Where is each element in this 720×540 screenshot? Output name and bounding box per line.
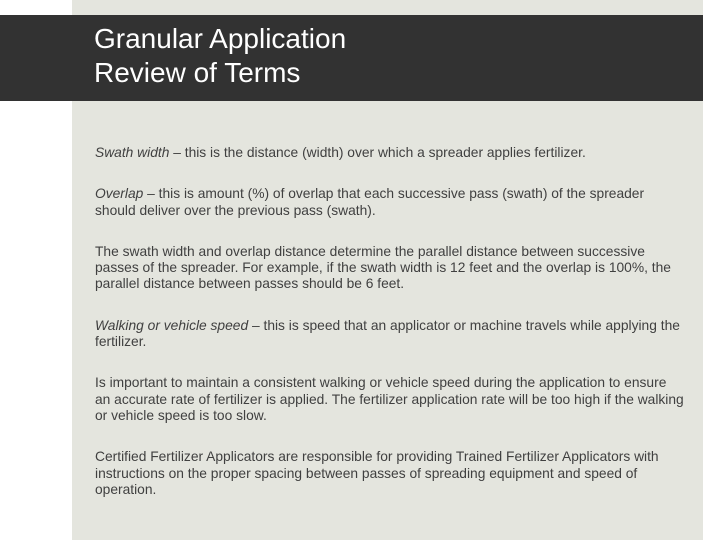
paragraph-overlap — [95, 186, 685, 219]
title-line-1: Granular Application — [94, 23, 347, 54]
term-speed: Walking or vehicle speed — [95, 317, 249, 333]
definition-swath-width: – this is the distance (width) over which a spreader applies fertilizer. — [169, 145, 586, 160]
definition-overlap: – this is amount (%) of overlap that each successive pass (swath) of the spreader should deliver over the previous pass (swath). — [95, 186, 645, 218]
definition-speed: – this is speed that an applicator or machine travels while applying the fertilizer. — [95, 317, 680, 350]
term-swath-width: Swath width — [95, 145, 170, 160]
paragraph-parallel-distance: The swath width and overlap distance determine the parallel distance between successive passes of the spreader. For example, if the swath width is 12 feet and the overlap is 100%, the parallel distance between passes should be 6 feet. — [95, 243, 671, 292]
slide-title — [94, 22, 346, 90]
title-line-2: Review of Terms — [94, 57, 301, 88]
slide-body — [95, 145, 685, 498]
paragraph-speed — [95, 318, 685, 351]
term-overlap: Overlap — [95, 186, 144, 202]
paragraph-swath-width — [95, 145, 685, 161]
paragraph-consistent-speed: Is important to maintain a consistent walking or vehicle speed during the application to ensure an accurate rate of fertilizer is applied. The fertilizer application rate will be too high if the walking or vehicle speed is too slow. — [95, 375, 684, 423]
paragraph-certified-applicators: Certified Fertilizer Applicators are responsible for providing Trained Fertilizer Applicators with instructions on the proper spacing between passes of spreading equipment and speed of operation. — [95, 449, 659, 497]
